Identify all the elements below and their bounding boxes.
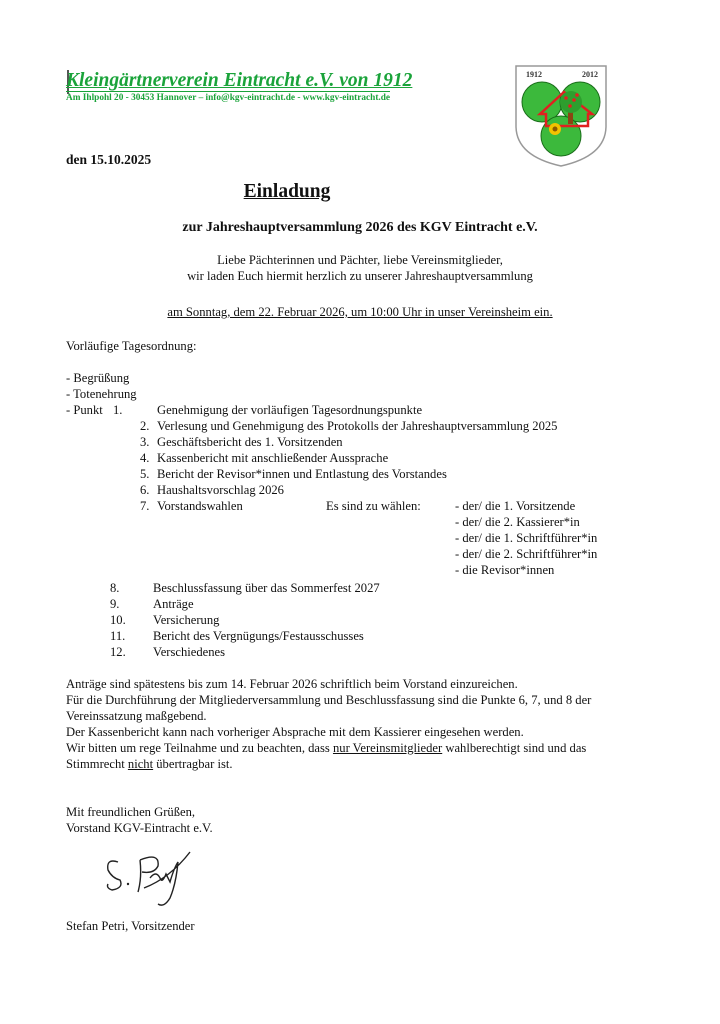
paragraph-line: Anträge sind spätestens bis zum 14. Februar 2026 schriftlich beim Vorstand einzureichen. xyxy=(66,677,518,691)
greeting-line: wir laden Euch hiermit herzlich zu unserer Jahreshauptversammlung xyxy=(187,269,533,283)
agenda-item-text: Haushaltsvorschlag 2026 xyxy=(157,483,284,497)
agenda-heading: Vorläufige Tagesordnung: xyxy=(66,339,197,353)
agenda-item-number: 11. xyxy=(110,629,126,643)
agenda-item-number: 4. xyxy=(140,451,150,465)
election-item: - der/ die 2. Schriftführer*in xyxy=(455,547,598,561)
club-address: Am Ihlpohl 20 - 30453 Hannover – info@kgv-eintracht.de - www.kgv-eintracht.de xyxy=(66,93,391,103)
paragraph-line: Vereinssatzung maßgebend. xyxy=(66,709,207,723)
election-item: - der/ die 1. Schriftführer*in xyxy=(455,531,598,545)
agenda-item-text: Genehmigung der vorläufigen Tagesordnungspunkte xyxy=(157,403,423,417)
punkt-label: - Punkt xyxy=(66,403,103,417)
logo-year-right: 2012 xyxy=(582,70,598,79)
agenda-item-number: 1. xyxy=(113,403,123,417)
agenda-item-text: Versicherung xyxy=(153,613,220,627)
agenda-item-text: Beschlussfassung über das Sommerfest 2027 xyxy=(153,581,380,595)
emphasis-members: nur Vereinsmitglieder xyxy=(332,741,443,755)
agenda-item-number: 5. xyxy=(140,467,150,481)
logo-year-left: 1912 xyxy=(526,70,542,79)
election-item: - die Revisor*innen xyxy=(455,563,555,577)
agenda-item-text: Bericht des Vergnügungs/Festausschusses xyxy=(153,629,364,643)
emphasis-not: nicht xyxy=(127,757,154,771)
agenda-item-number: 7. xyxy=(140,499,150,513)
agenda-item-text: Anträge xyxy=(153,597,194,611)
election-item: - der/ die 2. Kassierer*in xyxy=(455,515,580,529)
agenda-item-number: 8. xyxy=(110,581,120,595)
letter-date: den 15.10.2025 xyxy=(66,152,152,167)
agenda-pre-item: - Begrüßung xyxy=(66,371,130,385)
agenda-item-number: 9. xyxy=(110,597,120,611)
signature-name: Stefan Petri, Vorsitzender xyxy=(66,919,195,933)
agenda-item-text: Bericht der Revisor*innen und Entlastung des Vorstandes xyxy=(157,467,447,481)
paragraph-line: Für die Durchführung der Mitgliederversammlung und Beschlussfassung sind die Punkte 6, 7, und 8 der xyxy=(66,693,592,707)
election-item: - der/ die 1. Vorsitzende xyxy=(455,499,576,513)
agenda-pre-item: - Totenehrung xyxy=(66,387,137,401)
closing-line: Vorstand KGV-Eintracht e.V. xyxy=(66,821,213,835)
text: übertragbar ist. xyxy=(153,757,233,771)
agenda-item-number: 12. xyxy=(110,645,126,659)
agenda-item-text: Vorstandswahlen xyxy=(157,499,243,513)
paragraph-line: Der Kassenbericht kann nach vorheriger Absprache mit dem Kassierer eingesehen werden. xyxy=(66,725,524,739)
agenda-item-text: Kassenbericht mit anschließender Aussprache xyxy=(157,451,389,465)
elections-label: Es sind zu wählen: xyxy=(326,499,421,513)
letter-title: Einladung xyxy=(243,181,331,202)
agenda-item-text: Geschäftsbericht des 1. Vorsitzenden xyxy=(157,435,343,449)
text: Stimmrecht xyxy=(66,757,128,771)
agenda-item-number: 6. xyxy=(140,483,150,497)
agenda-item-number: 2. xyxy=(140,419,150,433)
closing-line: Mit freundlichen Grüßen, xyxy=(66,805,196,819)
club-logo xyxy=(512,64,610,168)
text: Wir bitten um rege Teilnahme und zu beachten, dass xyxy=(66,741,333,755)
letter-subtitle: zur Jahreshauptversammlung 2026 des KGV Eintracht e.V. xyxy=(182,220,538,235)
text: wahlberechtigt sind und das xyxy=(442,741,587,755)
agenda-item-number: 3. xyxy=(140,435,150,449)
paragraph-line xyxy=(66,756,233,772)
agenda-item-text: Verlesung und Genehmigung des Protokolls der Jahreshauptversammlung 2025 xyxy=(157,419,558,433)
agenda-item-text: Verschiedenes xyxy=(153,645,226,659)
signature xyxy=(100,848,195,912)
greeting-line: Liebe Pächterinnen und Pächter, liebe Vereinsmitglieder, xyxy=(217,253,503,267)
club-name: Kleingärtnerverein Eintracht e.V. von 1912 xyxy=(66,70,413,91)
paragraph-line xyxy=(66,740,586,756)
agenda-item-number: 10. xyxy=(110,613,126,627)
meeting-info: am Sonntag, dem 22. Februar 2026, um 10:00 Uhr in unser Vereinsheim ein. xyxy=(167,305,553,319)
